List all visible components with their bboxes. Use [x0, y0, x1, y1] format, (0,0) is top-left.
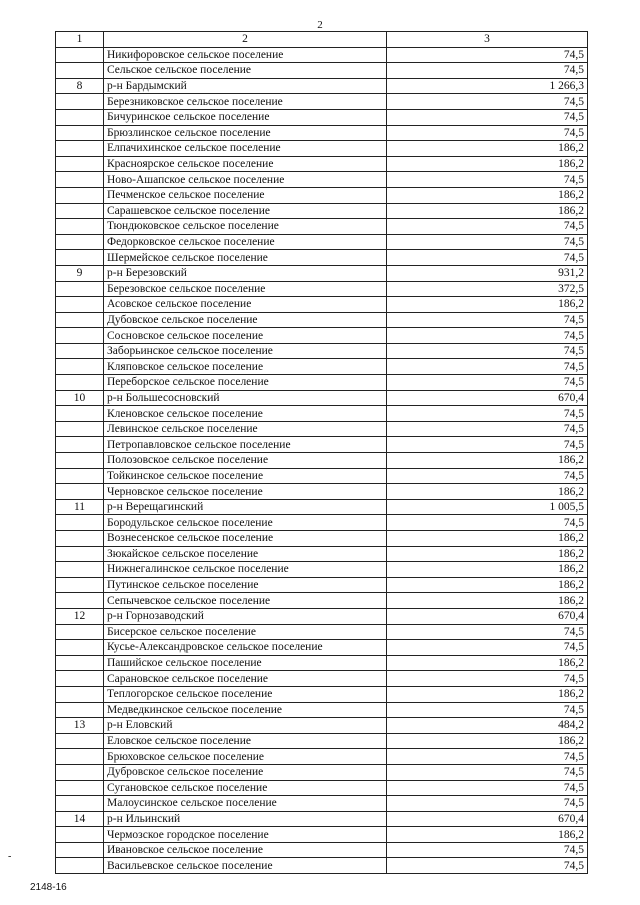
- row-value: 74,5: [387, 749, 588, 765]
- table-row: [56, 733, 588, 749]
- row-number: [56, 780, 104, 796]
- row-name: Теплогорское сельское поселение: [104, 686, 387, 702]
- row-value: 74,5: [387, 515, 588, 531]
- row-value: 74,5: [387, 219, 588, 235]
- row-number: [56, 297, 104, 313]
- row-value: 670,4: [387, 608, 588, 624]
- row-value: 931,2: [387, 265, 588, 281]
- row-value: 74,5: [387, 328, 588, 344]
- table-row: [56, 593, 588, 609]
- row-name: Березниковское сельское поселение: [104, 94, 387, 110]
- row-number: [56, 375, 104, 391]
- row-value: 74,5: [387, 796, 588, 812]
- row-value: 484,2: [387, 718, 588, 734]
- row-number: 13: [56, 718, 104, 734]
- row-value: 74,5: [387, 172, 588, 188]
- row-value: 74,5: [387, 624, 588, 640]
- row-number: 9: [56, 265, 104, 281]
- row-name: Дубовское сельское поселение: [104, 312, 387, 328]
- row-value: 74,5: [387, 63, 588, 79]
- row-name: Зюкайское сельское поселение: [104, 546, 387, 562]
- table-row: [56, 359, 588, 375]
- row-name: р-н Горнозаводский: [104, 608, 387, 624]
- row-number: [56, 359, 104, 375]
- row-name: Березовское сельское поселение: [104, 281, 387, 297]
- row-value: 186,2: [387, 593, 588, 609]
- row-name: Петропавловское сельское поселение: [104, 437, 387, 453]
- row-number: [56, 343, 104, 359]
- row-name: Еловское сельское поселение: [104, 733, 387, 749]
- table-row: [56, 437, 588, 453]
- row-name: р-н Верещагинский: [104, 499, 387, 515]
- row-number: [56, 47, 104, 63]
- table-row: [56, 219, 588, 235]
- row-value: 74,5: [387, 671, 588, 687]
- row-name: р-н Еловский: [104, 718, 387, 734]
- row-value: 74,5: [387, 421, 588, 437]
- table-row: [56, 250, 588, 266]
- row-number: [56, 109, 104, 125]
- row-value: 74,5: [387, 858, 588, 874]
- row-name: Бисерское сельское поселение: [104, 624, 387, 640]
- table-row: [56, 328, 588, 344]
- row-number: [56, 796, 104, 812]
- table-row: [56, 577, 588, 593]
- table-row: [56, 172, 588, 188]
- table-row: [56, 297, 588, 313]
- table-row: [56, 764, 588, 780]
- row-value: 670,4: [387, 811, 588, 827]
- table-row: [56, 796, 588, 812]
- row-number: [56, 187, 104, 203]
- margin-mark: -: [8, 851, 12, 862]
- column-header-2: 2: [104, 32, 387, 48]
- row-number: 12: [56, 608, 104, 624]
- row-value: 74,5: [387, 359, 588, 375]
- row-name: Путинское сельское поселение: [104, 577, 387, 593]
- table-row: [56, 484, 588, 500]
- row-value: 74,5: [387, 312, 588, 328]
- table-row: [56, 78, 588, 94]
- row-name: р-н Бардымский: [104, 78, 387, 94]
- row-name: Вознесенское сельское поселение: [104, 531, 387, 547]
- row-number: [56, 858, 104, 874]
- table-row: [56, 187, 588, 203]
- row-number: 11: [56, 499, 104, 515]
- row-name: Кляповское сельское поселение: [104, 359, 387, 375]
- row-name: Красноярское сельское поселение: [104, 156, 387, 172]
- row-value: 186,2: [387, 686, 588, 702]
- row-name: Брюзлинское сельское поселение: [104, 125, 387, 141]
- table-row: [56, 640, 588, 656]
- table-row: [56, 453, 588, 469]
- row-value: 74,5: [387, 842, 588, 858]
- row-name: Никифоровское сельское поселение: [104, 47, 387, 63]
- table-row: [56, 562, 588, 578]
- table-row: [56, 109, 588, 125]
- row-name: Нижнегалинское сельское поселение: [104, 562, 387, 578]
- table-row: [56, 515, 588, 531]
- row-name: Асовское сельское поселение: [104, 297, 387, 313]
- table-row: [56, 686, 588, 702]
- row-number: [56, 842, 104, 858]
- row-number: [56, 172, 104, 188]
- row-name: Полозовское сельское поселение: [104, 453, 387, 469]
- row-number: [56, 655, 104, 671]
- row-name: Кусье-Александровское сельское поселение: [104, 640, 387, 656]
- row-name: Черновское сельское поселение: [104, 484, 387, 500]
- row-value: 74,5: [387, 234, 588, 250]
- table-row: [56, 718, 588, 734]
- row-name: Кленовское сельское поселение: [104, 406, 387, 422]
- row-number: [56, 468, 104, 484]
- row-number: [56, 250, 104, 266]
- row-value: 74,5: [387, 640, 588, 656]
- row-name: Сосновское сельское поселение: [104, 328, 387, 344]
- row-value: 74,5: [387, 125, 588, 141]
- allocation-table: [55, 31, 588, 874]
- table-row: [56, 858, 588, 874]
- row-number: [56, 733, 104, 749]
- row-name: Федорковское сельское поселение: [104, 234, 387, 250]
- table-row: [56, 390, 588, 406]
- row-number: [56, 281, 104, 297]
- row-number: [56, 406, 104, 422]
- row-number: [56, 546, 104, 562]
- row-number: [56, 141, 104, 157]
- row-name: Тойкинское сельское поселение: [104, 468, 387, 484]
- table-row: [56, 468, 588, 484]
- column-header-1: 1: [56, 32, 104, 48]
- row-name: р-н Большесосновский: [104, 390, 387, 406]
- table-row: [56, 265, 588, 281]
- row-number: [56, 531, 104, 547]
- table-row: [56, 827, 588, 843]
- table-row: [56, 63, 588, 79]
- row-value: 670,4: [387, 390, 588, 406]
- row-name: Шермейское сельское поселение: [104, 250, 387, 266]
- row-value: 186,2: [387, 297, 588, 313]
- row-number: [56, 764, 104, 780]
- table-row: [56, 47, 588, 63]
- row-name: Брюховское сельское поселение: [104, 749, 387, 765]
- table-row: [56, 406, 588, 422]
- table-row: [56, 624, 588, 640]
- table-row: [56, 671, 588, 687]
- row-number: [56, 203, 104, 219]
- row-name: Сарашевское сельское поселение: [104, 203, 387, 219]
- row-value: 186,2: [387, 577, 588, 593]
- row-name: Сельское сельское поселение: [104, 63, 387, 79]
- table-row: [56, 421, 588, 437]
- row-value: 74,5: [387, 702, 588, 718]
- row-value: 186,2: [387, 484, 588, 500]
- row-number: [56, 577, 104, 593]
- table-row: [56, 842, 588, 858]
- table-row: [56, 141, 588, 157]
- row-number: [56, 702, 104, 718]
- table-row: [56, 281, 588, 297]
- row-value: 186,2: [387, 531, 588, 547]
- row-name: Пашийское сельское поселение: [104, 655, 387, 671]
- row-value: 74,5: [387, 250, 588, 266]
- page-number: 2: [317, 19, 323, 31]
- table-row: [56, 608, 588, 624]
- table-row: [56, 749, 588, 765]
- row-number: [56, 562, 104, 578]
- row-number: [56, 312, 104, 328]
- table-row: [56, 531, 588, 547]
- row-number: [56, 640, 104, 656]
- row-value: 186,2: [387, 187, 588, 203]
- row-name: Переборское сельское поселение: [104, 375, 387, 391]
- row-value: 186,2: [387, 655, 588, 671]
- row-number: [56, 63, 104, 79]
- row-name: Сепычевское сельское поселение: [104, 593, 387, 609]
- row-value: 74,5: [387, 406, 588, 422]
- row-number: 8: [56, 78, 104, 94]
- row-name: Левинское сельское поселение: [104, 421, 387, 437]
- row-value: 186,2: [387, 562, 588, 578]
- row-number: [56, 827, 104, 843]
- table-row: [56, 780, 588, 796]
- table-row: [56, 546, 588, 562]
- row-name: р-н Ильинский: [104, 811, 387, 827]
- row-value: 74,5: [387, 94, 588, 110]
- row-value: 186,2: [387, 453, 588, 469]
- row-value: 186,2: [387, 827, 588, 843]
- row-value: 186,2: [387, 733, 588, 749]
- header-row: [56, 32, 588, 48]
- row-number: [56, 156, 104, 172]
- row-number: [56, 219, 104, 235]
- row-value: 74,5: [387, 437, 588, 453]
- table-row: [56, 375, 588, 391]
- row-name: Медведкинское сельское поселение: [104, 702, 387, 718]
- row-name: Елпачихинское сельское поселение: [104, 141, 387, 157]
- row-name: Ново-Ашапское сельское поселение: [104, 172, 387, 188]
- row-number: [56, 421, 104, 437]
- table-row: [56, 203, 588, 219]
- row-number: [56, 94, 104, 110]
- row-name: Печменское сельское поселение: [104, 187, 387, 203]
- row-value: 74,5: [387, 47, 588, 63]
- row-value: 74,5: [387, 375, 588, 391]
- table-row: [56, 343, 588, 359]
- row-name: р-н Березовский: [104, 265, 387, 281]
- table-row: [56, 156, 588, 172]
- row-name: Дубровское сельское поселение: [104, 764, 387, 780]
- table-row: [56, 811, 588, 827]
- row-number: [56, 125, 104, 141]
- row-number: [56, 484, 104, 500]
- row-value: 74,5: [387, 109, 588, 125]
- row-value: 186,2: [387, 203, 588, 219]
- row-name: Малоусинское сельское поселение: [104, 796, 387, 812]
- row-number: [56, 671, 104, 687]
- row-name: Сугановское сельское поселение: [104, 780, 387, 796]
- table-row: [56, 499, 588, 515]
- row-value: 74,5: [387, 343, 588, 359]
- row-number: [56, 624, 104, 640]
- row-name: Сарановское сельское поселение: [104, 671, 387, 687]
- row-number: [56, 515, 104, 531]
- table-row: [56, 234, 588, 250]
- table-row: [56, 125, 588, 141]
- row-value: 74,5: [387, 780, 588, 796]
- table-row: [56, 312, 588, 328]
- row-name: Васильевское сельское поселение: [104, 858, 387, 874]
- row-number: [56, 593, 104, 609]
- row-name: Чермозское городское поселение: [104, 827, 387, 843]
- row-number: [56, 749, 104, 765]
- table-row: [56, 655, 588, 671]
- row-value: 372,5: [387, 281, 588, 297]
- row-number: [56, 437, 104, 453]
- row-value: 186,2: [387, 156, 588, 172]
- column-header-3: 3: [387, 32, 588, 48]
- row-number: [56, 453, 104, 469]
- row-value: 74,5: [387, 764, 588, 780]
- table-row: [56, 702, 588, 718]
- row-name: Заборьинское сельское поселение: [104, 343, 387, 359]
- row-value: 1 266,3: [387, 78, 588, 94]
- footer-code: 2148-16: [30, 882, 67, 893]
- row-value: 186,2: [387, 141, 588, 157]
- row-name: Ивановское сельское поселение: [104, 842, 387, 858]
- row-name: Тюндюковское сельское поселение: [104, 219, 387, 235]
- row-name: Бичуринское сельское поселение: [104, 109, 387, 125]
- row-value: 186,2: [387, 546, 588, 562]
- row-number: 14: [56, 811, 104, 827]
- row-name: Бородульское сельское поселение: [104, 515, 387, 531]
- row-number: 10: [56, 390, 104, 406]
- table-row: [56, 94, 588, 110]
- row-number: [56, 234, 104, 250]
- row-value: 1 005,5: [387, 499, 588, 515]
- row-value: 74,5: [387, 468, 588, 484]
- row-number: [56, 686, 104, 702]
- row-number: [56, 328, 104, 344]
